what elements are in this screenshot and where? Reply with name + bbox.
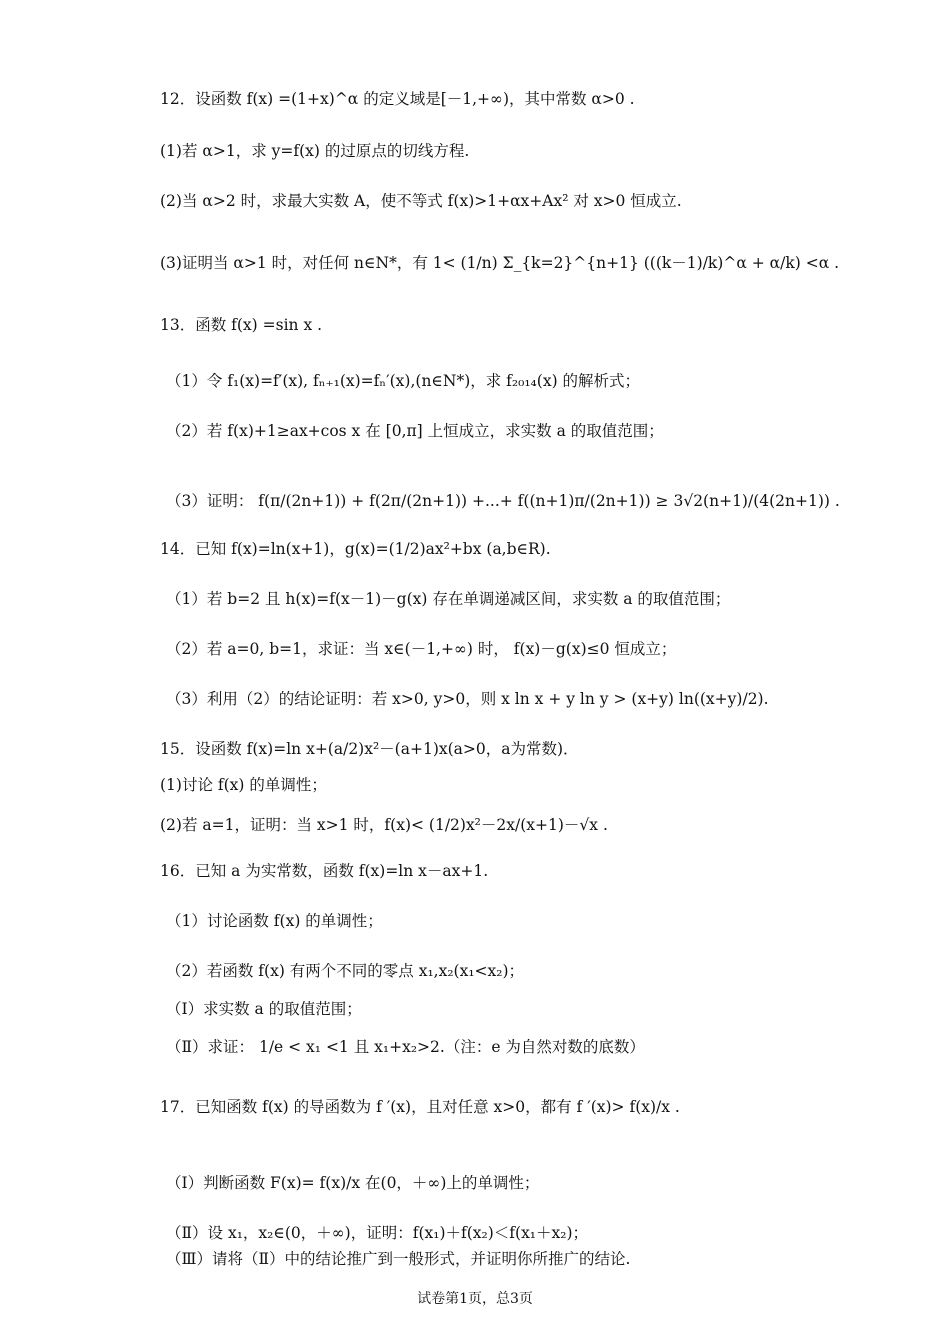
problem-13-q1: （1）令 f₁(x)=f′(x), fₙ₊₁(x)=fₙ′(x),(n∈N*)，求 f₂₀₁₄(x) 的解析式； [166, 372, 641, 390]
problem-13-q2: （2）若 f(x)+1≥ax+cos x 在 [0,π] 上恒成立，求实数 a 的取值范围； [166, 422, 664, 440]
problem-17-q1: （Ⅰ）判断函数 F(x)= f(x)/x 在(0，＋∞)上的单调性； [166, 1174, 540, 1192]
problem-15-q2: (2)若 a=1，证明：当 x>1 时，f(x)< (1/2)x²－2x/(x+1)－√x . [160, 816, 608, 834]
problem-16-q1: （1）讨论函数 f(x) 的单调性； [166, 912, 383, 930]
problem-15-stem: 15．设函数 f(x)=ln x+(a/2)x²－(a+1)x(a>0，a为常数)． [160, 740, 579, 758]
problem-12-q2: (2)当 α>2 时，求最大实数 A，使不等式 f(x)>1+αx+Ax² 对 x>0 恒成立. [160, 192, 682, 210]
problem-16-q2: （2）若函数 f(x) 有两个不同的零点 x₁,x₂(x₁<x₂)； [166, 962, 525, 980]
problem-14-q2: （2）若 a=0, b=1，求证：当 x∈(－1,+∞) 时， f(x)－g(x)≤0 恒成立； [166, 640, 677, 658]
problem-13-stem: 13．函数 f(x) =sin x . [160, 316, 323, 334]
problem-12-stem: 12．设函数 f(x) =(1+x)^α 的定义域是[－1,+∞)，其中常数 α>0 . [160, 90, 635, 108]
problem-16-q2a: （Ⅰ）求实数 a 的取值范围； [166, 1000, 362, 1018]
problem-14-q1: （1）若 b=2 且 h(x)=f(x－1)－g(x) 存在单调递减区间，求实数 a 的取值范围； [166, 590, 731, 608]
problem-16-q2b: （Ⅱ）求证： 1/e < x₁ <1 且 x₁+x₂>2.（注：e 为自然对数的底数） [166, 1038, 645, 1056]
page-footer: 试卷第1页，总3页 [417, 1291, 533, 1307]
problem-16-stem: 16．已知 a 为实常数，函数 f(x)=ln x－ax+1. [160, 862, 489, 880]
problem-13-q3: （3）证明： f(π/(2n+1)) + f(2π/(2n+1)) +...+ f((n+1)π/(2n+1)) ≥ 3√2(n+1)/(4(2n+1)) . [166, 492, 840, 510]
problem-15-q1: (1)讨论 f(x) 的单调性； [160, 776, 327, 794]
problem-17-stem: 17．已知函数 f(x) 的导函数为 f ′(x)，且对任意 x>0，都有 f ′(x)> f(x)/x . [160, 1098, 680, 1116]
problem-12-q1: (1)若 α>1，求 y=f(x) 的过原点的切线方程. [160, 142, 470, 160]
problem-14-q3: （3）利用（2）的结论证明：若 x>0, y>0，则 x ln x + y ln y > (x+y) ln((x+y)/2). [166, 690, 769, 708]
problem-14-stem: 14．已知 f(x)=ln(x+1)，g(x)=(1/2)ax²+bx (a,b∈R). [160, 540, 551, 558]
problem-17-q2: （Ⅱ）设 x₁，x₂∈(0，＋∞)，证明：f(x₁)＋f(x₂)＜f(x₁＋x₂)； [166, 1224, 589, 1242]
problem-12-q3: (3)证明当 α>1 时，对任何 n∈N*，有 1< (1/n) Σ_{k=2}^{n+1} (((k－1)/k)^α + α/k) <α . [160, 254, 840, 272]
problem-17-q3: （Ⅲ）请将（Ⅱ）中的结论推广到一般形式，并证明你所推广的结论. [166, 1250, 631, 1268]
